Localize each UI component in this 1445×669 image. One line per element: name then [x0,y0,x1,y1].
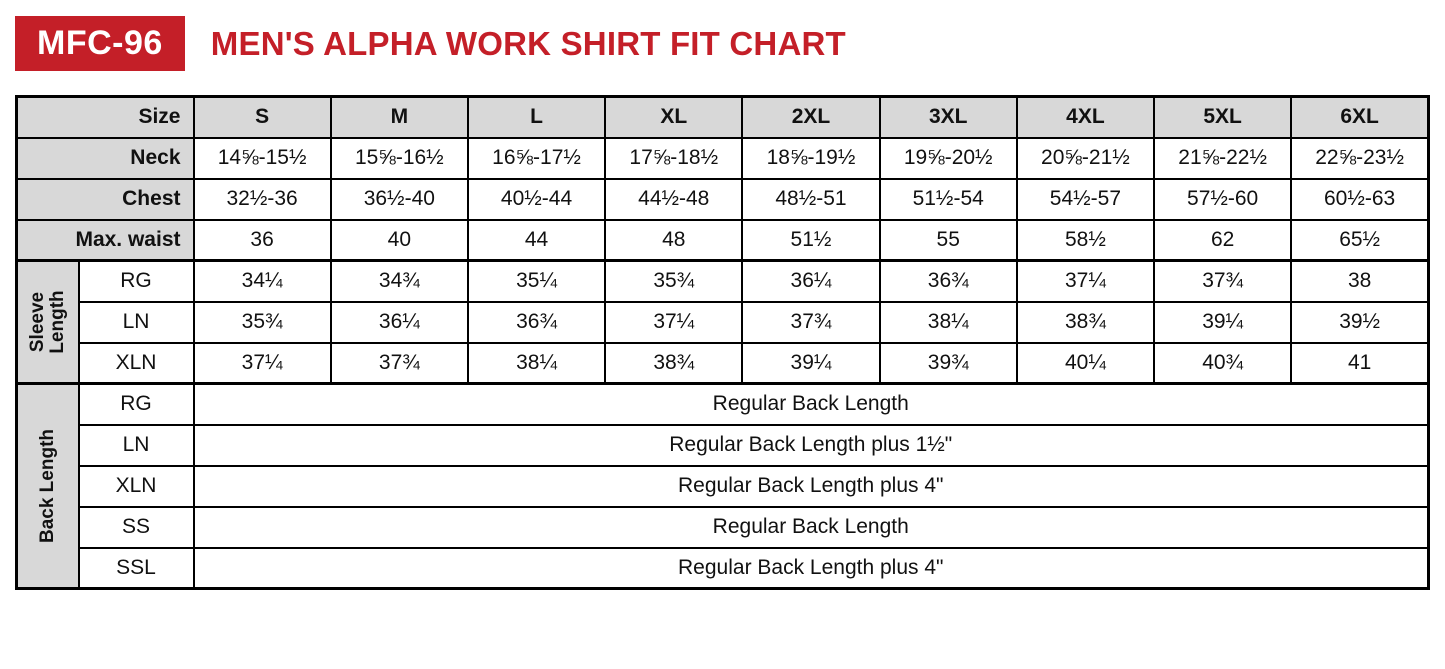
size-header-cell: 3XL [880,97,1017,138]
table-cell: 51½-54 [880,179,1017,220]
back-ln-row [17,425,1429,466]
table-cell: 32½-36 [194,179,331,220]
back-length-value: Regular Back Length plus 4" [194,548,1429,589]
max-waist-label: Max. waist [17,220,194,261]
table-cell: 40½-44 [468,179,605,220]
table-cell: 58½ [1017,220,1154,261]
max-waist-row [17,220,1429,261]
fit-label: SSL [79,548,194,589]
sleeve-xln-row [17,343,1429,384]
model-badge: MFC-96 [15,16,185,71]
table-cell: 55 [880,220,1017,261]
back-length-value: Regular Back Length [194,507,1429,548]
table-cell: 37¼ [605,302,742,343]
table-cell: 44 [468,220,605,261]
table-cell: 17⅝-18½ [605,138,742,179]
table-cell: 36¼ [331,302,468,343]
table-cell: 39¼ [742,343,879,384]
table-cell: 40¾ [1154,343,1291,384]
back-length-value: Regular Back Length plus 1½" [194,425,1429,466]
table-cell: 38¾ [605,343,742,384]
page-title: MEN'S ALPHA WORK SHIRT FIT CHART [210,25,846,62]
table-cell: 38¼ [880,302,1017,343]
table-cell: 36¼ [742,261,879,302]
table-cell: 14⅝-15½ [194,138,331,179]
table-cell: 37¾ [742,302,879,343]
back-length-value: Regular Back Length [194,384,1429,425]
table-cell: 51½ [742,220,879,261]
fit-label: SS [79,507,194,548]
chest-row [17,179,1429,220]
size-label: Size [17,97,194,138]
back-ss-row [17,507,1429,548]
table-cell: 36¾ [468,302,605,343]
size-header-cell: M [331,97,468,138]
table-cell: 40¼ [1017,343,1154,384]
back-length-label-cell [17,384,79,589]
fit-label: LN [79,302,194,343]
back-length-value: Regular Back Length plus 4" [194,466,1429,507]
table-cell: 20⅝-21½ [1017,138,1154,179]
table-cell: 36½-40 [331,179,468,220]
table-cell: 44½-48 [605,179,742,220]
fit-label: RG [79,261,194,302]
table-cell: 60½-63 [1291,179,1428,220]
fit-label: LN [79,425,194,466]
table-cell: 48 [605,220,742,261]
table-cell: 16⅝-17½ [468,138,605,179]
sleeve-rg-row [17,261,1429,302]
table-cell: 34¾ [331,261,468,302]
size-header-cell: 4XL [1017,97,1154,138]
table-cell: 36 [194,220,331,261]
fit-label: RG [79,384,194,425]
table-cell: 39½ [1291,302,1428,343]
table-cell: 18⅝-19½ [742,138,879,179]
back-xln-row [17,466,1429,507]
chest-label: Chest [17,179,194,220]
table-cell: 62 [1154,220,1291,261]
table-cell: 15⅝-16½ [331,138,468,179]
sleeve-length-label: Sleeve Length [26,290,68,354]
size-header-cell: 6XL [1291,97,1428,138]
table-cell: 41 [1291,343,1428,384]
size-header-cell: 2XL [742,97,879,138]
table-cell: 48½-51 [742,179,879,220]
table-cell: 36¾ [880,261,1017,302]
neck-row [17,138,1429,179]
table-cell: 35¾ [605,261,742,302]
table-cell: 65½ [1291,220,1428,261]
table-cell: 35¼ [468,261,605,302]
size-header-cell: L [468,97,605,138]
table-cell: 37¾ [1154,261,1291,302]
size-header-cell: 5XL [1154,97,1291,138]
table-cell: 39¼ [1154,302,1291,343]
sleeve-ln-row [17,302,1429,343]
table-cell: 22⅝-23½ [1291,138,1428,179]
table-cell: 21⅝-22½ [1154,138,1291,179]
back-length-label: Back Length [36,428,58,544]
header [15,16,1430,71]
table-cell: 39¾ [880,343,1017,384]
neck-label: Neck [17,138,194,179]
size-header-cell: S [194,97,331,138]
table-cell: 37¼ [194,343,331,384]
table-cell: 38¼ [468,343,605,384]
fit-label: XLN [79,343,194,384]
back-ssl-row [17,548,1429,589]
table-cell: 34¼ [194,261,331,302]
table-cell: 38¾ [1017,302,1154,343]
table-cell: 40 [331,220,468,261]
size-header-cell: XL [605,97,742,138]
sleeve-length-label-cell [17,261,79,384]
table-cell: 37¾ [331,343,468,384]
table-cell: 57½-60 [1154,179,1291,220]
table-cell: 38 [1291,261,1428,302]
size-header-row [17,97,1429,138]
fit-chart-table [15,95,1430,590]
table-cell: 19⅝-20½ [880,138,1017,179]
back-rg-row [17,384,1429,425]
fit-label: XLN [79,466,194,507]
table-cell: 54½-57 [1017,179,1154,220]
table-cell: 37¼ [1017,261,1154,302]
table-cell: 35¾ [194,302,331,343]
